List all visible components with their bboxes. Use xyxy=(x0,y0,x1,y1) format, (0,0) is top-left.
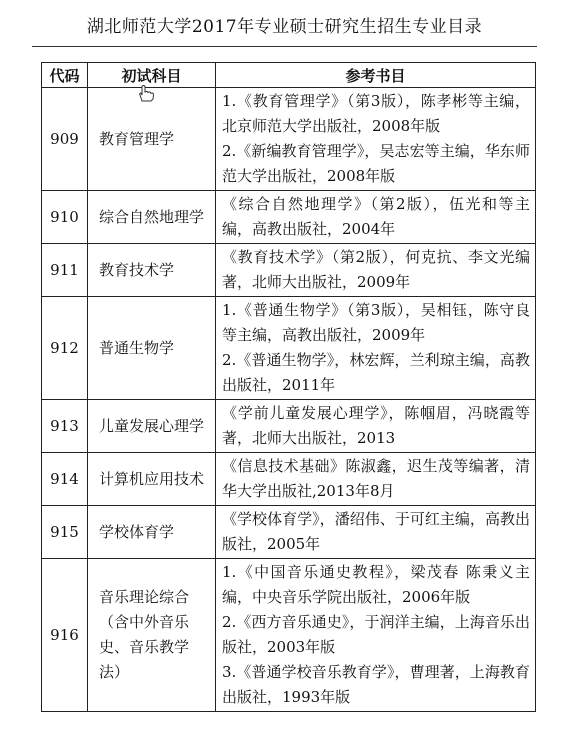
row-refs xyxy=(216,506,536,559)
row-code: 909 xyxy=(42,88,88,191)
row-subject: 学校体育学 xyxy=(88,506,216,559)
reference-entry: 1.《教育管理学》（第3版），陈孝彬等主编，北京师范大学出版社，2008年版 xyxy=(222,92,530,135)
reference-entry: 2.《普通生物学》，林宏辉，兰利琼主编，高教出版社，2011年 xyxy=(222,351,530,394)
row-refs xyxy=(216,244,536,297)
table-body xyxy=(42,88,536,712)
row-refs xyxy=(216,191,536,244)
row-subject: 教育管理学 xyxy=(88,88,216,191)
reference-entry: 《教育技术学》（第2版），何克抗、李文光编著，北师大出版社，2009年 xyxy=(222,248,530,291)
row-code: 914 xyxy=(42,453,88,506)
reference-entry: 2.《西方音乐通史》，于润洋主编，上海音乐出版社，2003年版 xyxy=(222,613,530,656)
page-title: 湖北师范大学2017年专业硕士研究生招生专业目录 xyxy=(86,17,483,37)
table-row xyxy=(42,559,536,712)
row-refs xyxy=(216,297,536,400)
title-divider xyxy=(32,46,537,47)
header-row xyxy=(42,63,536,88)
reference-entry: 3.《普通学校音乐教育学》，曹理著，上海教育出版社，1993年版 xyxy=(222,663,530,706)
row-subject: 音乐理论综合（含中外音乐史、音乐教学法） xyxy=(88,559,216,712)
row-subject: 综合自然地理学 xyxy=(88,191,216,244)
table-row xyxy=(42,244,536,297)
reference-entry: 1.《普通生物学》（第3版），吴相钰，陈守良等主编，高教出版社，2009年 xyxy=(222,301,530,344)
row-refs xyxy=(216,559,536,712)
header-refs: 参考书目 xyxy=(216,63,536,88)
table-row xyxy=(42,453,536,506)
row-subject: 教育技术学 xyxy=(88,244,216,297)
reference-entry: 2.《新编教育管理学》，吴志宏等主编，华东师范大学出版社，2008年版 xyxy=(222,142,530,185)
row-code: 916 xyxy=(42,559,88,712)
row-refs xyxy=(216,400,536,453)
reference-entry: 《信息技术基础》陈淑鑫，迟生茂等编著，清华大学出版社,2013年8月 xyxy=(222,457,530,500)
row-subject: 计算机应用技术 xyxy=(88,453,216,506)
row-code: 911 xyxy=(42,244,88,297)
hand-pointer-icon xyxy=(136,85,156,103)
row-subject: 儿童发展心理学 xyxy=(88,400,216,453)
table-row xyxy=(42,88,536,191)
table-row xyxy=(42,506,536,559)
row-subject: 普通生物学 xyxy=(88,297,216,400)
row-code: 915 xyxy=(42,506,88,559)
row-refs xyxy=(216,453,536,506)
table-row xyxy=(42,191,536,244)
row-code: 910 xyxy=(42,191,88,244)
header-subject: 初试科目 xyxy=(88,63,216,88)
reference-entry: 《学前儿童发展心理学》，陈帼眉，冯晓霞等著，北师大出版社，2013 xyxy=(222,404,530,447)
reference-entry: 1.《中国音乐通史教程》，梁茂春 陈秉义主编，中央音乐学院出版社，2006年版 xyxy=(222,563,530,606)
reference-entry: 《学校体育学》，潘绍伟、于可红主编，高教出版社，2005年 xyxy=(222,510,530,553)
catalog-table xyxy=(41,62,536,712)
row-refs xyxy=(216,88,536,191)
header-code: 代码 xyxy=(42,63,88,88)
reference-entry: 《综合自然地理学》（第2版），伍光和等主编，高教出版社，2004年 xyxy=(222,195,530,238)
row-code: 912 xyxy=(42,297,88,400)
row-code: 913 xyxy=(42,400,88,453)
table-row xyxy=(42,400,536,453)
table-row xyxy=(42,297,536,400)
